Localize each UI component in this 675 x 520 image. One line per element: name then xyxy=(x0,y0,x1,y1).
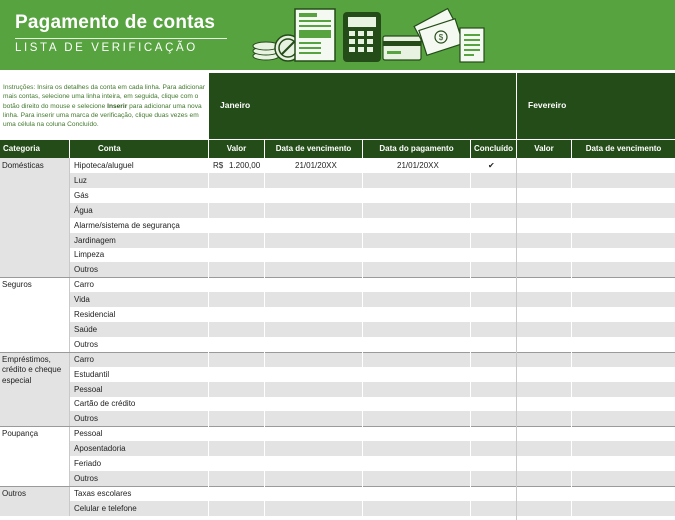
table-row[interactable] xyxy=(70,277,675,292)
cell-valor-currency[interactable]: R$ xyxy=(213,161,224,170)
cell-pagamento[interactable]: 21/01/20XX xyxy=(397,161,439,170)
table-row[interactable] xyxy=(70,382,675,397)
cell-conta[interactable]: Pessoal xyxy=(74,384,103,394)
cell-conta[interactable]: Luz xyxy=(74,175,87,185)
title-divider xyxy=(15,38,227,39)
cell-conta[interactable]: Estudantil xyxy=(74,369,110,379)
cell-conta[interactable]: Feriado xyxy=(74,459,102,468)
cell-conta[interactable]: Carro xyxy=(74,280,95,290)
column-divider xyxy=(571,158,572,520)
cell-conta[interactable]: Taxas escolares xyxy=(74,488,132,498)
column-header-vencimento[interactable]: Data de vencimento xyxy=(265,140,362,158)
table-row[interactable] xyxy=(70,411,675,426)
category-separator xyxy=(0,426,675,427)
category-label: Empréstimos, crédito e cheque especial xyxy=(2,354,62,385)
instructions-bold: Inserir xyxy=(107,102,128,110)
table-row[interactable] xyxy=(70,262,675,277)
month-label-february: Fevereiro xyxy=(528,100,567,110)
category-label: Seguros xyxy=(2,280,32,290)
table-row[interactable] xyxy=(70,292,675,307)
column-divider xyxy=(470,158,471,520)
table-row[interactable] xyxy=(70,471,675,486)
table-row[interactable] xyxy=(70,233,675,248)
column-header-conta[interactable]: Conta xyxy=(70,140,208,158)
cell-conta[interactable]: Outros xyxy=(74,339,99,349)
category-label: Poupança xyxy=(2,429,39,439)
month-label-january: Janeiro xyxy=(220,100,251,110)
svg-text:$: $ xyxy=(438,33,444,42)
cell-conta[interactable]: Residencial xyxy=(74,310,116,319)
table-row[interactable] xyxy=(70,188,675,203)
table-row[interactable] xyxy=(70,337,675,352)
table-row[interactable] xyxy=(70,203,675,218)
table-row[interactable] xyxy=(70,247,675,262)
table-row[interactable] xyxy=(70,158,675,173)
instructions-part2: para adicionar uma nova linha. Para inserir uma marca de verificação, clique duas vezes em uma célula na coluna Concluído. xyxy=(3,102,202,129)
cell-conta[interactable]: Aposentadoria xyxy=(74,444,126,454)
cell-conta[interactable]: Jardinagem xyxy=(74,235,116,245)
table-row[interactable] xyxy=(70,486,675,501)
check-icon[interactable]: ✔ xyxy=(488,161,495,170)
column-header-valor[interactable]: Valor xyxy=(209,140,264,158)
category-separator xyxy=(0,277,675,278)
month-divider xyxy=(516,158,517,520)
finance-illustration xyxy=(250,6,500,68)
table-row[interactable] xyxy=(70,307,675,322)
category-cell[interactable] xyxy=(0,426,70,486)
table-row[interactable] xyxy=(70,367,675,382)
receipt-icon xyxy=(460,28,484,62)
cell-conta[interactable]: Limpeza xyxy=(74,250,105,260)
category-cell[interactable] xyxy=(0,352,70,427)
category-cell[interactable] xyxy=(0,277,70,352)
month-band-january xyxy=(209,73,516,139)
calculator-icon xyxy=(343,12,381,62)
category-cell[interactable] xyxy=(0,158,70,277)
cell-conta[interactable]: Outros xyxy=(74,414,99,424)
category-separator xyxy=(0,352,675,353)
cell-vencimento[interactable]: 21/01/20XX xyxy=(295,161,337,170)
column-header-concluido[interactable]: Concluído xyxy=(471,140,516,158)
header-banner xyxy=(0,0,675,70)
bill-document-icon xyxy=(295,9,335,61)
instructions-part1: Instruções: Insira os detalhes da conta em cada linha. Para adicionar mais contas, selecione uma linha inteira, em seguida, clique com o botão direito do mouse e selecione xyxy=(3,84,205,110)
cell-valor[interactable]: 1.200,00 xyxy=(229,161,261,170)
cell-conta[interactable]: Celular e telefone xyxy=(74,503,137,513)
cell-conta[interactable]: Vida xyxy=(74,295,90,305)
coins-icon xyxy=(253,35,301,61)
page-subtitle: LISTA DE VERIFICAÇÃO xyxy=(15,42,198,54)
category-separator xyxy=(0,486,675,487)
cell-conta[interactable]: Outros xyxy=(74,473,99,483)
category-cell[interactable] xyxy=(0,486,70,516)
table-row[interactable] xyxy=(70,441,675,456)
column-divider xyxy=(362,158,363,520)
cell-conta[interactable]: Água xyxy=(74,205,93,215)
page-title: Pagamento de contas xyxy=(15,12,216,33)
table-row[interactable] xyxy=(70,218,675,233)
column-header-categoria[interactable]: Categoria xyxy=(0,140,69,158)
category-label: Outros xyxy=(2,488,27,498)
column-header-valor-fevereiro[interactable]: Valor xyxy=(517,140,571,158)
cell-conta[interactable]: Outros xyxy=(74,265,99,275)
cell-conta[interactable]: Carro xyxy=(74,354,95,364)
column-header-pagamento[interactable]: Data do pagamento xyxy=(363,140,470,158)
table-row[interactable] xyxy=(70,352,675,367)
table-row[interactable] xyxy=(70,322,675,337)
table-row[interactable] xyxy=(70,426,675,441)
category-label: Domésticas xyxy=(2,161,44,170)
cell-conta[interactable]: Hipoteca/aluguel xyxy=(74,161,134,170)
cell-conta[interactable]: Pessoal xyxy=(74,429,103,439)
table-row[interactable] xyxy=(70,456,675,471)
cell-conta[interactable]: Saúde xyxy=(74,324,98,334)
instructions-text xyxy=(0,73,208,139)
credit-card-icon xyxy=(383,36,421,60)
column-divider xyxy=(264,158,265,520)
cell-conta[interactable]: Alarme/sistema de segurança xyxy=(74,220,180,230)
table-row[interactable] xyxy=(70,173,675,188)
column-divider xyxy=(208,158,209,520)
table-row[interactable] xyxy=(70,396,675,411)
column-header-vencimento-fevereiro[interactable]: Data de vencimento xyxy=(572,140,675,158)
cell-conta[interactable]: Gás xyxy=(74,190,89,200)
cell-conta[interactable]: Cartão de crédito xyxy=(74,399,136,409)
table-row[interactable] xyxy=(70,501,675,516)
